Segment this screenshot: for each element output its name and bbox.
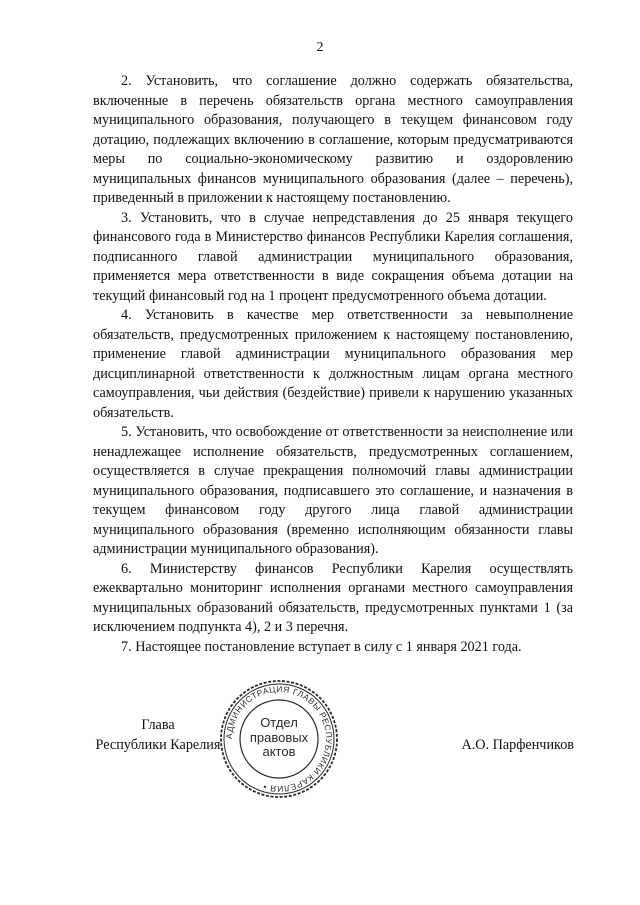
signature-block: [0, 683, 640, 802]
paragraph-2: 2. Установить, что соглашение должно содержать обязательства, включенные в перечень обязательств органа местного самоуправления муниципального образования, получающего в текущем финансовом году дотацию, подлежащих включению в соглашение, которым предусматриваются меры по социально-экономическому развитию и оздоровлению муниципальных финансов муниципального образования (далее – перечень), приведенный в приложении к настоящему постановлению.: [93, 73, 573, 206]
paragraph-5: 5. Установить, что освобождение от ответственности за неисполнение или ненадлежащее исполнение обязательств, предусмотренных соглашением, осуществляется в случае прекращения полномочий главы администрации муниципального образования, подписавшего это соглашение, и назначения в текущем финансовом году другого лица главой администрации муниципального образования (временно исполняющим обязанности главы администрации муниципального образования).: [93, 424, 573, 557]
stamp-ring-text: АДМИНИСТРАЦИЯ ГЛАВЫ РЕСПУБЛИКИ КАРЕЛИЯ •: [223, 683, 335, 795]
paragraph-6: 6. Министерству финансов Республики Карелия осуществлять ежеквартально мониторинг исполнения органами местного самоуправления муниципальных образований обязательств, предусмотренных пунктами 1 (за исключением подпункта 4), 2 и 3 перечня.: [93, 560, 573, 635]
stamp-center-text: [218, 716, 340, 760]
paragraph-7: 7. Настоящее постановление вступает в силу с 1 января 2021 года.: [121, 638, 522, 655]
page-number: 2: [316, 40, 324, 55]
stamp-line2: правовых: [249, 729, 309, 745]
document-body: [93, 72, 573, 657]
paragraph-4: 4. Установить в качестве мер ответственности за невыполнение обязательств, предусмотренных приложением к настоящему постановлению, применение главой администрации муниципального образования мер дисциплинарной ответственности к должностным лицам органа местного самоуправления, чьи действия (бездействие) привели к нарушению указанных обязательств.: [93, 307, 573, 421]
signatory-title: [93, 716, 223, 755]
signatory-title-line1: Глава: [141, 717, 175, 733]
signatory-name: А.О. Парфенчиков: [461, 737, 574, 753]
stamp-line3: актов: [262, 744, 296, 759]
paragraph-3: 3. Установить, что в случае непредставления до 25 января текущего финансового года в Министерство финансов Республики Карелия соглашения, подписанного главой администрации муниципального образования, применяется мера ответственности в виде сокращения объема дотации на текущий финансовый год на 1 процент предусмотренного объема дотации.: [93, 209, 573, 304]
official-stamp: [218, 678, 340, 800]
signatory-title-line2: Республики Карелия: [95, 736, 221, 753]
stamp-line1: Отдел: [260, 715, 298, 730]
